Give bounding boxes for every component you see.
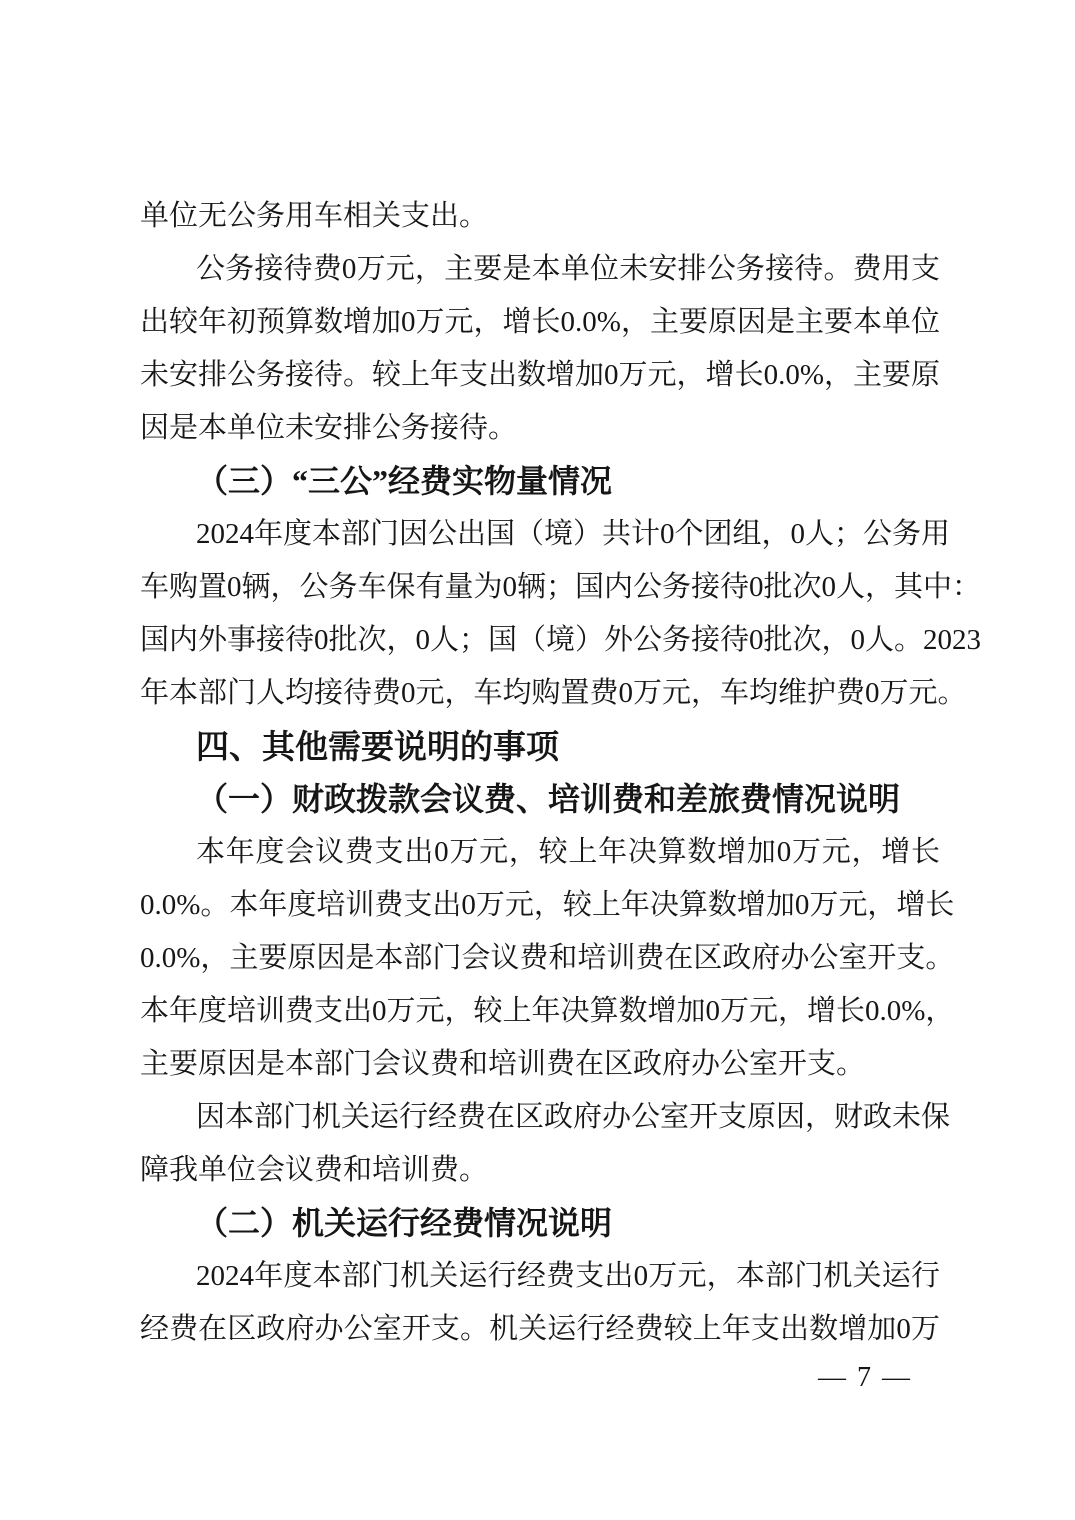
section-heading-line: （三）“三公”经费实物量情况 [196,463,613,499]
text-line: 国内外事接待0批次，0人；国（境）外公务接待0批次，0人。2023 [140,624,982,656]
text-line: 出较年初预算数增加0万元，增长0.0%，主要原因是主要本单位 [140,306,940,338]
paragraph-agency-operating-expenses [140,1250,940,1356]
text-line: 本年度会议费支出0万元，较上年决算数增加0万元，增长 [196,836,940,868]
paragraph-official-reception [140,243,940,455]
text-line: 因本部门机关运行经费在区政府办公室开支原因，财政未保 [196,1101,951,1133]
text-line: 因是本单位未安排公务接待。 [140,412,518,444]
paragraph-meeting-training-fees [140,826,955,1091]
section-heading-line: 四、其他需要说明的事项 [196,728,559,765]
section-heading-line: （一）财政拨款会议费、培训费和差旅费情况说明 [196,781,901,817]
paragraph-fiscal-not-guaranteed [140,1091,951,1197]
text-line: 单位无公务用车相关支出。 [140,200,489,232]
paragraph-physical-quantity-detail [140,508,982,720]
heading-section-3-three-public-physical-quantity [140,455,940,508]
text-line: 本年度培训费支出0万元，较上年决算数增加0万元，增长0.0%， [140,995,955,1027]
text-line: 年本部门人均接待费0元，车均购置费0万元，车均维护费0万元。 [140,677,967,709]
text-line: 2024年度本部门机关运行经费支出0万元，本部门机关运行 [196,1260,940,1292]
text-line: 0.0%。本年度培训费支出0万元，较上年决算数增加0万元，增长 [140,889,955,921]
section-heading-line: （二）机关运行经费情况说明 [196,1205,613,1241]
text-line: 未安排公务接待。较上年支出数增加0万元，增长0.0%，主要原 [140,359,940,391]
text-line: 经费在区政府办公室开支。机关运行经费较上年支出数增加0万 [140,1313,940,1345]
text-line: 主要原因是本部门会议费和培训费在区政府办公室开支。 [140,1048,866,1080]
text-line: 公务接待费0万元，主要是本单位未安排公务接待。费用支 [196,253,940,285]
text-line: 障我单位会议费和培训费。 [140,1154,489,1186]
text-line: 0.0%，主要原因是本部门会议费和培训费在区政府办公室开支。 [140,942,955,974]
document-body [140,190,982,1356]
text-line: 2024年度本部门因公出国（境）共计0个团组，0人；公务用 [196,518,951,550]
heading-section-4-other-matters [140,720,940,773]
paragraph-vehicle-expense-end [140,190,940,243]
heading-section-4-2-agency-operating-expenses [140,1197,940,1250]
heading-section-4-1-meeting-training-travel-fees [140,773,940,826]
text-line: 车购置0辆，公务车保有量为0辆；国内公务接待0批次0人，其中： [140,571,982,603]
page-number: — 7 — [818,1362,912,1393]
